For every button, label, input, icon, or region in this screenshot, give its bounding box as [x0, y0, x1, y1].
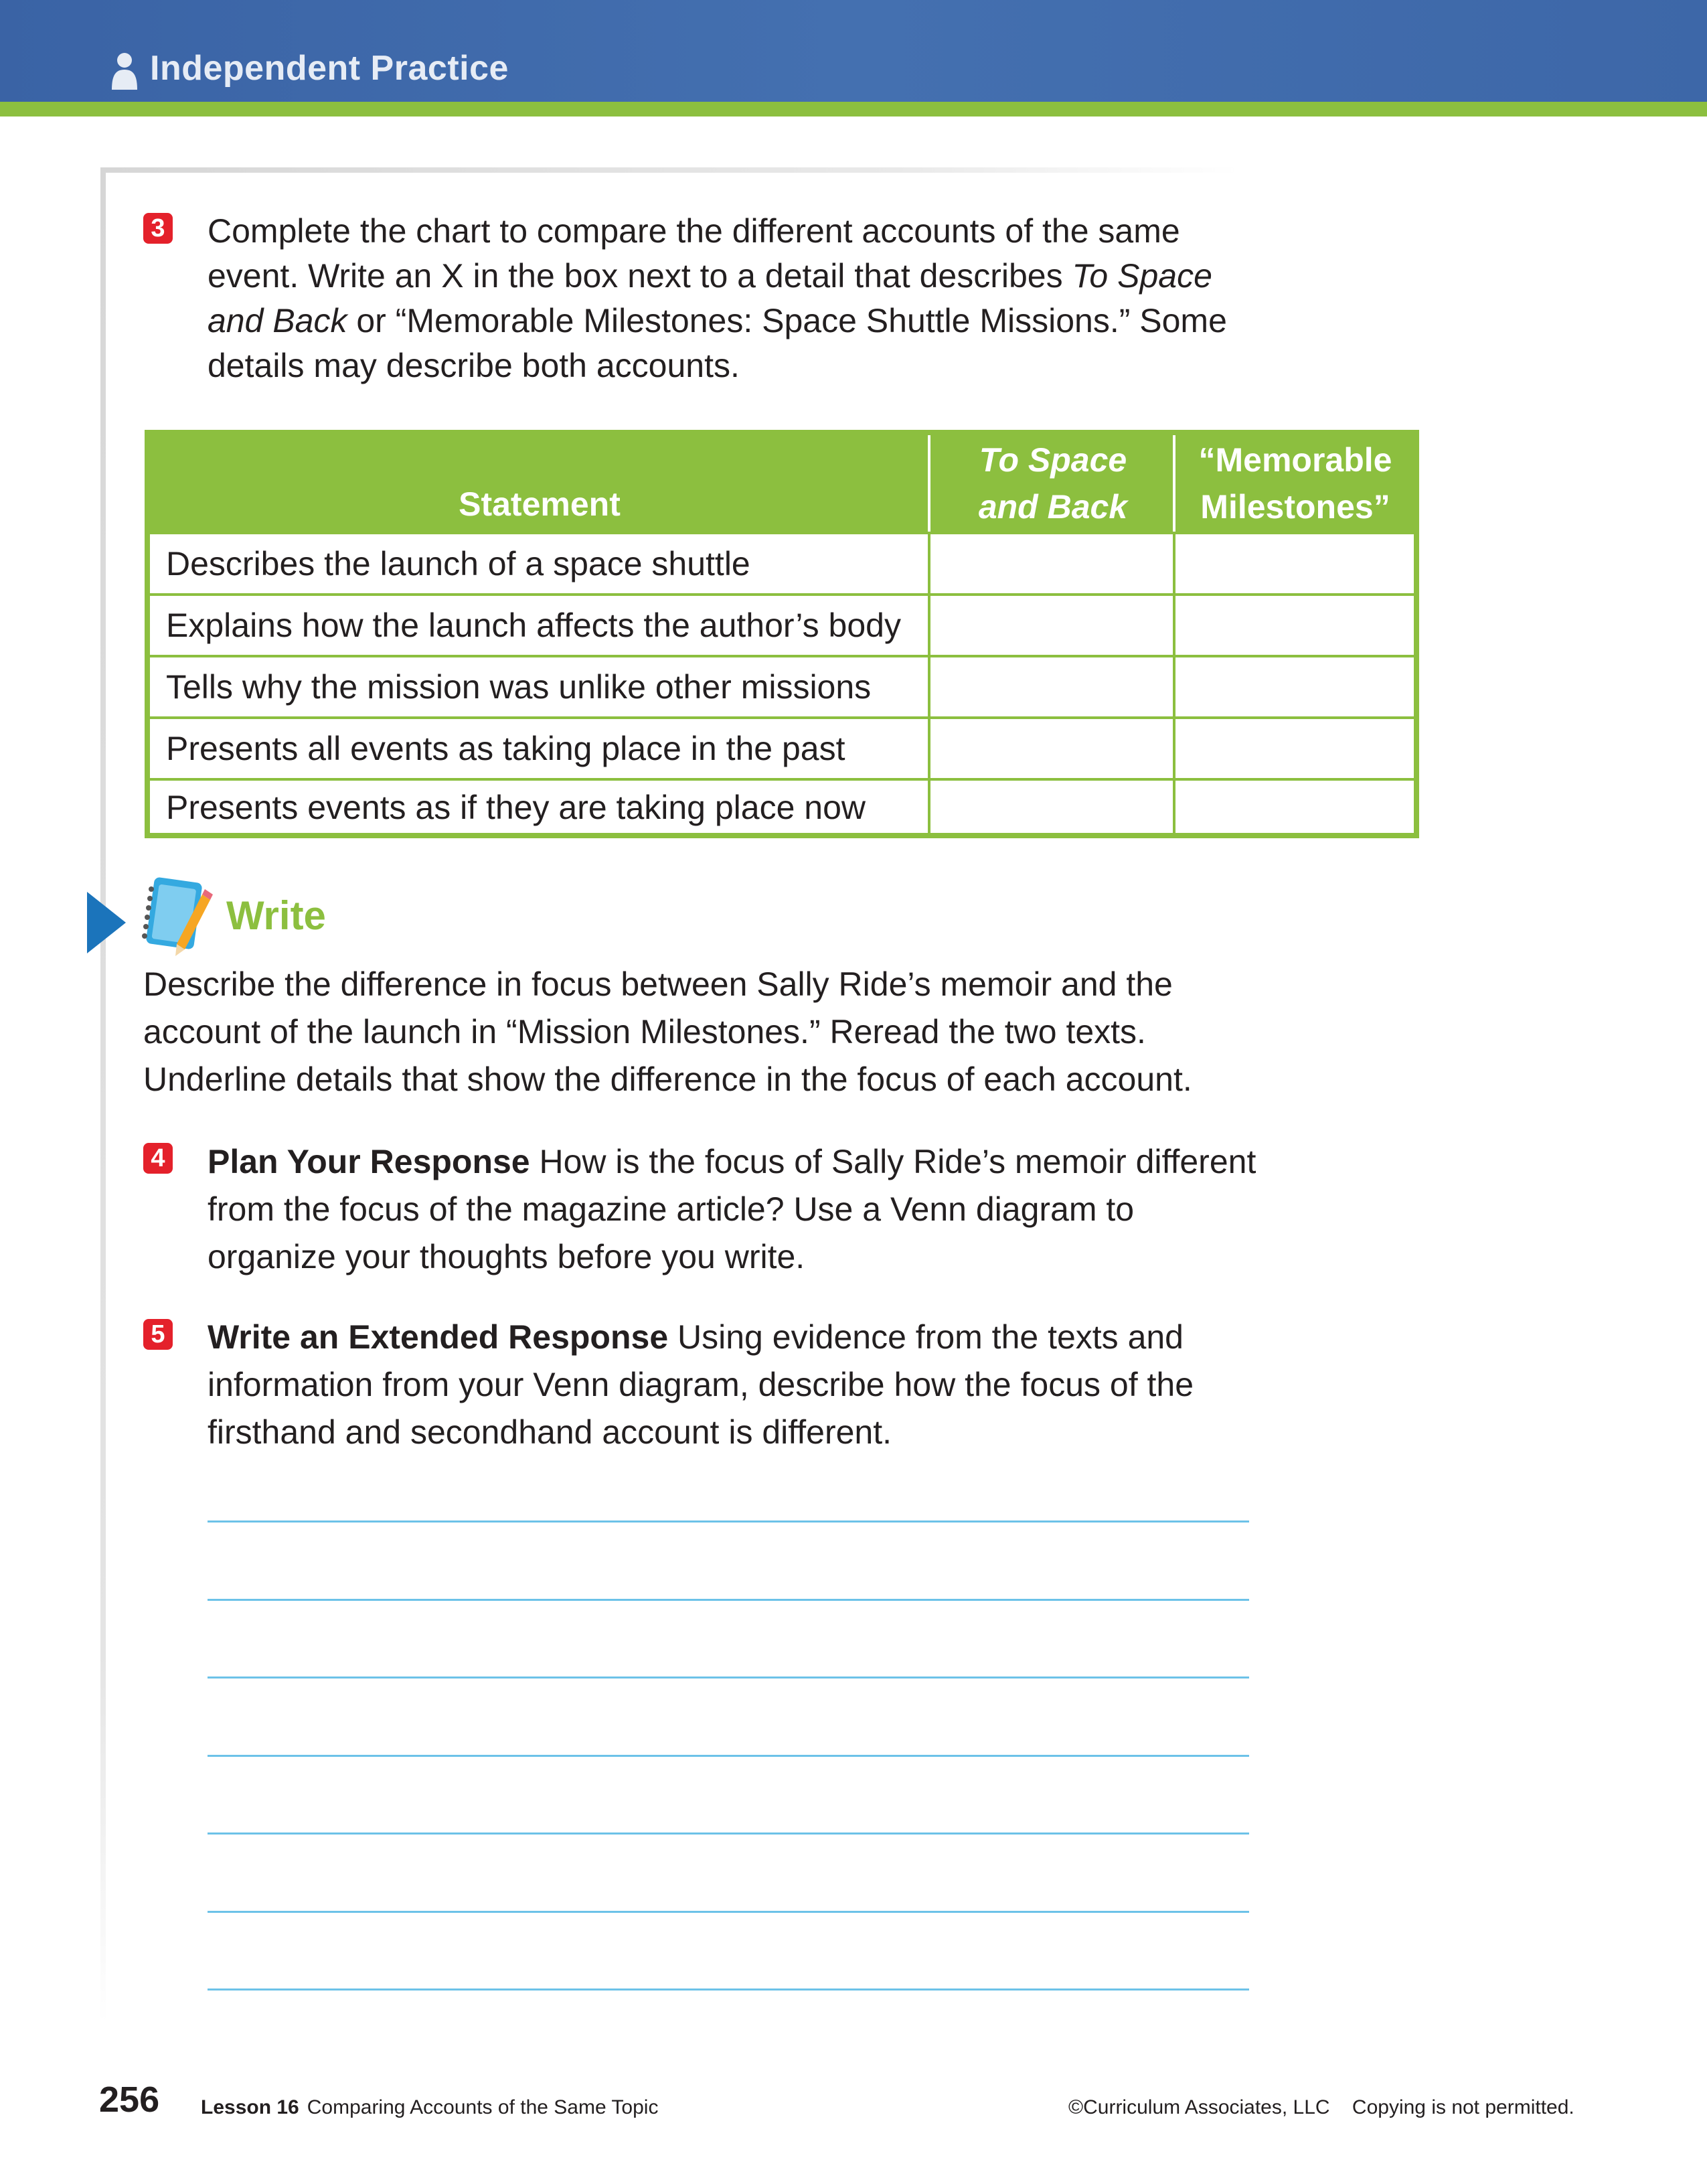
header-stripe: [0, 102, 1707, 116]
question-4-line-2: from the focus of the magazine article? Use a Venn diagram to: [208, 1190, 1135, 1228]
question-5-number: 5: [143, 1319, 173, 1350]
question-4-line-1: Plan Your Response How is the focus of Sally Ride’s memoir different: [208, 1143, 1256, 1180]
header-divider-1: [928, 435, 930, 532]
table-row: [150, 778, 1414, 833]
checkbox-to-space-row-4[interactable]: [930, 719, 1173, 778]
write-intro-line-3: Underline details that show the difference in the focus of each account.: [143, 1061, 1192, 1098]
row-statement: Explains how the launch affects the author’s body: [166, 607, 901, 644]
copyright: ©Curriculum Associates, LLC Copying is not permitted.: [1068, 2096, 1574, 2118]
header-statement: Statement: [459, 485, 621, 523]
question-3-text: [208, 209, 1292, 388]
row-statement: Tells why the mission was unlike other missions: [166, 668, 872, 706]
header-divider-2: [1173, 435, 1175, 532]
checkbox-milestones-row-3[interactable]: [1175, 657, 1414, 716]
section-title: Independent Practice: [150, 49, 509, 88]
page-number: 256: [99, 2080, 160, 2120]
write-intro-line-2: account of the launch in “Mission Milestones.” Reread the two texts.: [143, 1013, 1146, 1050]
checkbox-to-space-row-3[interactable]: [930, 657, 1173, 716]
row-statement: Describes the launch of a space shuttle: [166, 545, 750, 582]
response-line[interactable]: [208, 1832, 1249, 1835]
frame-top-rule: [100, 167, 1238, 173]
column-divider-2: [1173, 532, 1175, 833]
response-line[interactable]: [208, 1911, 1249, 1913]
checkbox-milestones-row-2[interactable]: [1175, 596, 1414, 655]
table-row: [150, 655, 1414, 716]
checkbox-milestones-row-4[interactable]: [1175, 719, 1414, 778]
question-3-line-3: and Back or “Memorable Milestones: Space Shuttle Missions.” Some: [208, 302, 1227, 339]
lesson-label: Lesson 16 Comparing Accounts of the Same Topic: [201, 2096, 659, 2118]
question-5-line-2: information from your Venn diagram, describe how the focus of the: [208, 1366, 1194, 1403]
question-5-text: [208, 1314, 1292, 1456]
checkbox-milestones-row-5[interactable]: [1175, 781, 1414, 833]
question-4-text: [208, 1138, 1292, 1281]
row-statement: Presents all events as taking place in the past: [166, 730, 845, 767]
response-line[interactable]: [208, 1755, 1249, 1757]
response-line[interactable]: [208, 1676, 1249, 1679]
response-line[interactable]: [208, 1988, 1249, 1991]
question-3-number: 3: [143, 213, 173, 244]
column-divider-1: [928, 532, 930, 833]
question-5-line-3: firsthand and secondhand account is different.: [208, 1413, 892, 1451]
table-row: [150, 716, 1414, 778]
question-4-line-3: organize your thoughts before you write.: [208, 1238, 805, 1275]
checkbox-milestones-row-1[interactable]: [1175, 534, 1414, 593]
write-intro-line-1: Describe the difference in focus between Sally Ride’s memoir and the: [143, 965, 1173, 1003]
checkbox-to-space-row-5[interactable]: [930, 781, 1173, 833]
table-row: [150, 593, 1414, 655]
question-3-line-1: Complete the chart to compare the different accounts of the same: [208, 212, 1180, 250]
question-3-line-4: details may describe both accounts.: [208, 347, 740, 384]
response-line[interactable]: [208, 1520, 1249, 1523]
question-4-number: 4: [143, 1143, 173, 1174]
question-5-line-1: Write an Extended Response Using evidence from the texts and: [208, 1318, 1184, 1356]
frame-left-rule: [100, 169, 106, 2023]
comparison-chart: [145, 430, 1419, 838]
header-to-space-and-back: To Space and Back: [978, 441, 1128, 526]
chart-header: [150, 435, 1414, 532]
notebook-pencil-icon: [138, 874, 213, 961]
table-row: [150, 532, 1414, 593]
write-arrow-icon: [87, 892, 126, 953]
write-heading: Write: [226, 893, 326, 938]
response-line[interactable]: [208, 1599, 1249, 1601]
question-3-line-2: event. Write an X in the box next to a detail that describes To Space: [208, 257, 1212, 295]
checkbox-to-space-row-1[interactable]: [930, 534, 1173, 593]
header-memorable-milestones: “Memorable Milestones”: [1198, 441, 1392, 526]
write-intro: [143, 961, 1281, 1103]
row-statement: Presents events as if they are taking place now: [166, 789, 866, 826]
checkbox-to-space-row-2[interactable]: [930, 596, 1173, 655]
